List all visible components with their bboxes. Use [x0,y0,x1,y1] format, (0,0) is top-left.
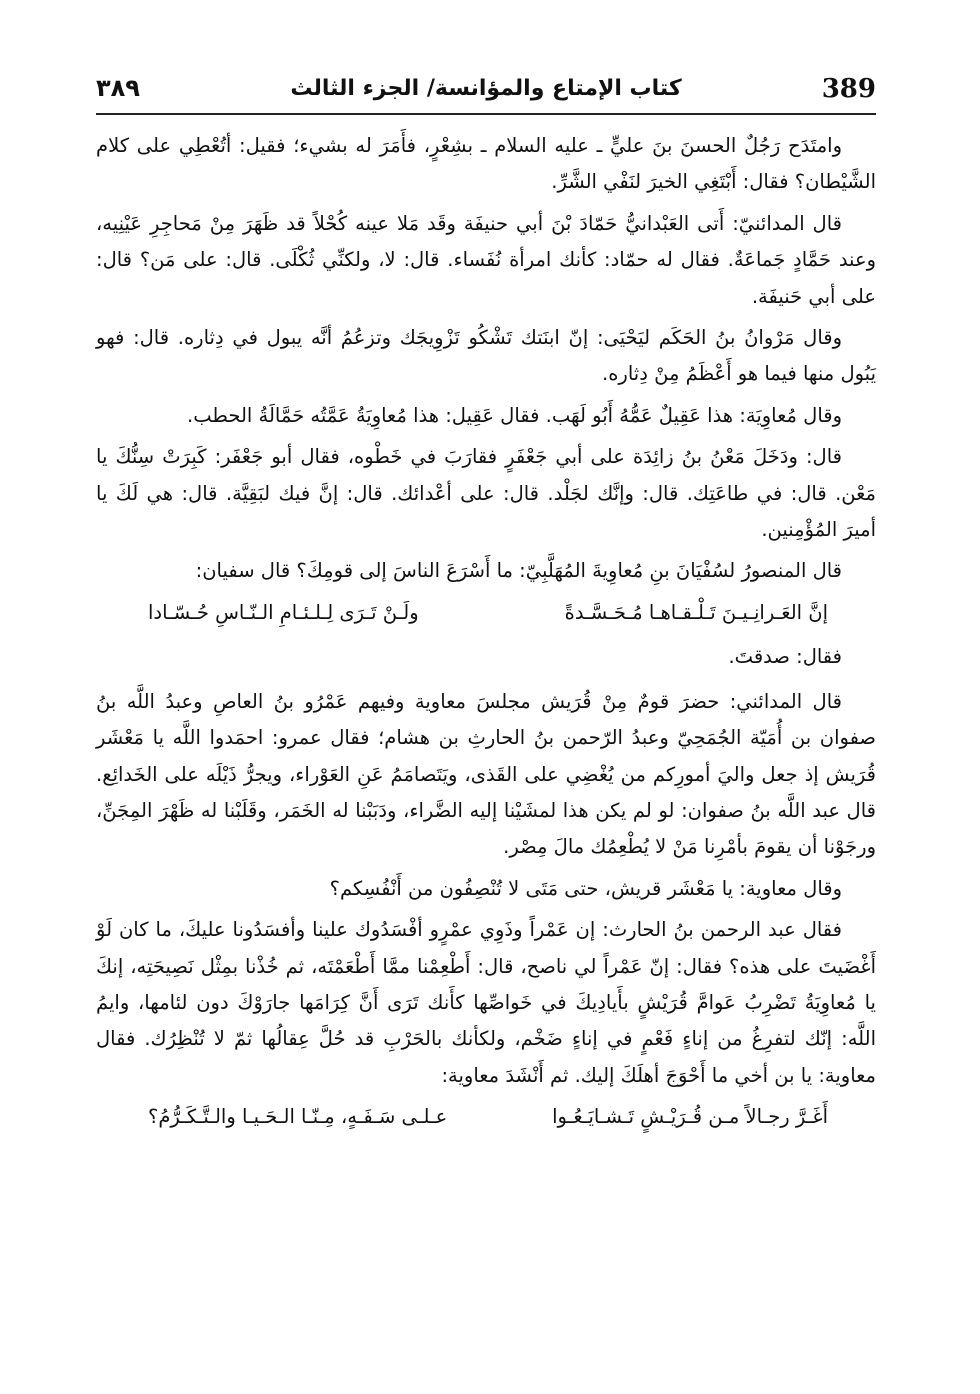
paragraph: قال: ودَخَلَ مَعْنُ بنُ زائِدَة على أبي جَعْفَرٍ فقارَبَ في خَطْوه، فقال أبو جَعْفَر: كَبِرَتْ سِنُّكَ يا مَعْن. قال: في طاعَتِك. قال: وإنَّك لجَلْد. قال: على أعْدائك. قال: إنَّ فيك لبَقِيَّة. قال: هي لَكَ يا أميرَ المُؤْمِنين. [96,445,876,542]
paragraph: قال المدائني: حضرَ قومٌ مِنْ قُرَيش مجلسَ معاوية وفيهم عَمْرُو بنُ العاصِ وعبدُ اللَّه بنُ صفوان بن أُمَيّة الجُمَحِيّ وعبدُ الرّحمن بنُ الحارثِ بن هشام؛ فقال عمرو: احمَدوا اللَّه يا مَعْشَر قُرَيش إذ جعل واليَ أمورِكم من يُغْضِي على القَذى، ويَتَصامَمُ عَنِ العَوْراء، ويجرُّ ذَيْلَه على الخَدائِع. قال عبد اللَّه بنُ صفوان: لو لم يكن هذا لمشَيْنا إليه الضَّراء، ودَبَبْنا له الخَمَر، وقَلَبْنا له ظَهْرَ المِجَنِّ، ورجَوْنا أن يقومَ بأمْرِنا مَنْ لا يُطْعِمُك مالَ مِصْر. [96,689,876,859]
paragraph: فقال: صدقتَ. [728,645,842,669]
verse-first-hemistich: أَغَـرَّ رجـالاً مـن قُـرَيْـشٍ تَـشـايَـعُـوا [552,1105,828,1129]
paragraph: وامتَدَح رَجُلٌ الحسنَ بنَ عليٍّ ـ عليه السلام ـ بشِعْرٍ، فأَمَرَ له بشيء؛ فقيل: أتُعْطِي على كلام الشَّيْطان؟ فقال: أَبْتَغِي الخيرَ لنَفْي الشَّرِّ. [96,134,876,194]
verse-second-hemistich: ولَـنْ تَـرَى لِـلـئـامِ الـنّـاسِ حُـسّـادا [148,600,419,624]
paragraph: قال المدائنيّ: أَتى العَبْدانيُّ حَمّادَ بْنَ أبي حنيفَة وقَد مَلا عينه كُحْلاً قد ظَهَرَ مِنْ مَحاجِرِ عَيْنِيه، وعند حَمَّادٍ جَماعَةٌ. فقال له حمّاد: كأنك امرأة نُفَساء. قال: لا، ولكنِّي ثُكْلَى. قال: على مَن؟ قال: على أبي حَنيفَة. [96,211,876,308]
verse-first-hemistich: إنَّ العَـرانِـيـنَ تَـلْـقـاهـا مُـحَـسَّـدةً [564,600,828,624]
paragraph: وقال مُعاوِيَة: هذا عَقِيلٌ عَمُّهُ أَبُو لَهَب. فقال عَقِيل: هذا مُعاوِيَةُ عَمَّتُه حَمَّالَةُ الحطب. [187,403,842,427]
poem-verse [96,595,876,631]
page-number-arabic: ٣٨٩ [96,74,140,102]
verse-second-hemistich: عـلـى سَـفَـهٍ، مِـنّـا الـحَـيـا والـتَّـكَـرُّمُ؟ [148,1105,448,1129]
page-number-latin: 389 [821,74,876,104]
paragraph: وقال مَرْوانُ بنُ الحَكَم ليَحْيَى: إنّ ابنَتك تَشْكُو تَزْوِيجَك وتزعُمُ أنَّه يبول في دِثاره. قال: فهو يَبُول منها فيما هو أَعْظَمُ مِنْ دِثاره. [96,326,876,386]
paragraph: وقال معاوية: يا مَعْشَر قريش، حتى مَتَى لا تُنْصِفُون من أَنْفُسِكم؟ [329,876,842,900]
paragraph: قال المنصورُ لسُفْيَانَ بنِ مُعاوِيةَ المُهَلَّبِيّ: ما أَسْرَعَ الناسَ إلى قومِكَ؟ قال سفيان: [195,559,842,583]
running-title: كتاب الإمتاع والمؤانسة/ الجزء الثالث [290,76,682,101]
header-divider [96,113,876,115]
page-header [96,68,876,112]
poem-verse [96,1099,876,1135]
page-body [96,128,876,1144]
paragraph: فقال عبد الرحمن بنُ الحارث: إن عَمْراً وذَوِي عمْرٍو أفْسَدُوك علينا وأفسَدُونا عليكَ، ما كان لَوْ أَغْضَيتَ على هذه؟ فقال: إنّ عَمْراً لي ناصح، قال: أَطْعِمْنا ممَّا أَطْعَمْتَه، ثم خُذْنا بمِثْل نَصِيحَتِه، إنكَ يا مُعاوِيَةُ تَضْرِبُ عَوامَّ قُرَيْشٍ بأَيادِيكَ في خَواصِّها كأَنك تَرَى أَنَّ كِرَامَها جارَوْكَ دون لئامها، وايمُ اللَّه: إنّك لتفرِغُ من إناءٍ فَعْمٍ في إناءٍ ضَخْم، ولكأنك بالحَرْبِ قد حُلَّ عِقالُها ثمّ لا تُنْظِرُك. فقال معاوية: يا بن أخي ما أَحْوَجَ أهلَكَ إليك. ثم أَنْشَدَ معاوية: [96,918,876,1087]
